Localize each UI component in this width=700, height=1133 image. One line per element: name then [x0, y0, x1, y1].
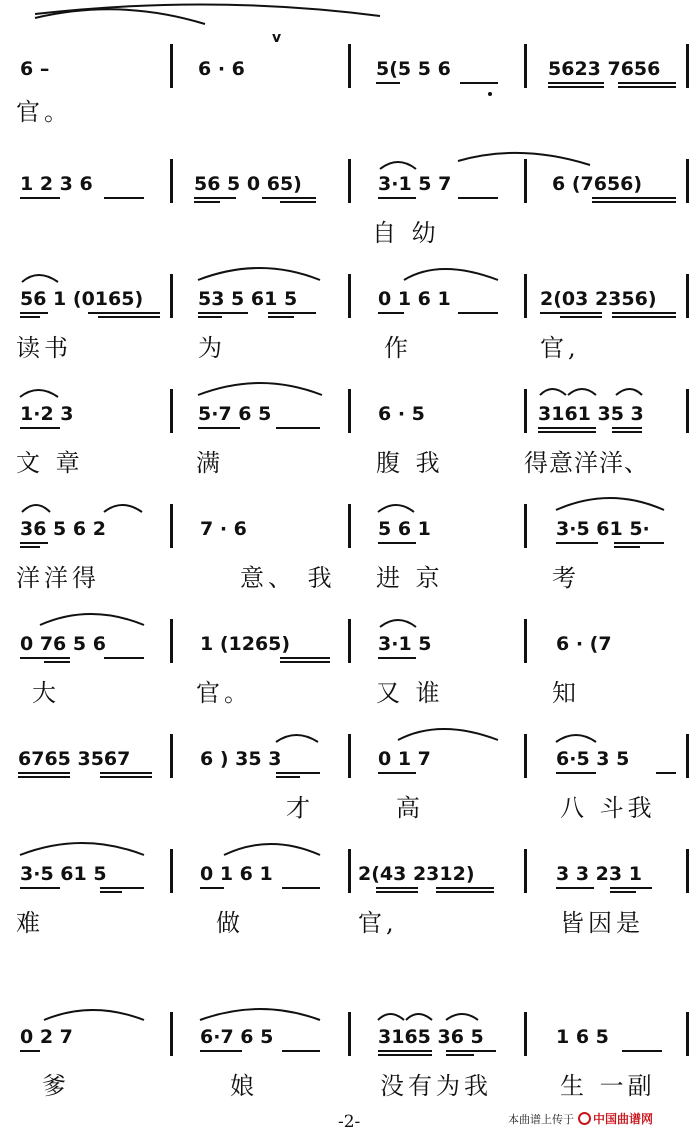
page-number: -2-	[338, 1112, 361, 1132]
measure-notes: 3·5 61 5	[20, 863, 107, 885]
measure-notes: 7 · 6	[200, 518, 247, 540]
measure-lyrics: 意、 我	[240, 564, 336, 592]
measure-notes: 6 · 5	[378, 403, 425, 425]
source-text: 本曲谱上传于	[508, 1112, 574, 1126]
slur-marks	[0, 815, 700, 905]
measure-lyrics: 大	[32, 679, 60, 707]
measure-notes: 6765 3567	[18, 748, 131, 770]
measure-notes: 1 2 3 6	[20, 173, 93, 195]
measure-lyrics: 官,	[540, 334, 580, 362]
measure-notes: 1·2 3	[20, 403, 74, 425]
measure-lyrics: 知	[552, 679, 580, 707]
staff-row	[0, 240, 700, 362]
staff-row	[0, 355, 700, 477]
slur-marks	[0, 125, 700, 215]
measure-lyrics: 八 斗我	[560, 794, 656, 822]
measure-notes: 3 3 23 1	[556, 863, 642, 885]
measure-lyrics: 又 谁	[376, 679, 444, 707]
measure-notes: 3165 36 5	[378, 1026, 484, 1048]
breath-mark: v	[272, 30, 282, 46]
measure-lyrics: 腹 我	[376, 449, 444, 477]
staff-row	[0, 470, 700, 592]
staff-row	[0, 585, 700, 707]
measure-lyrics: 作	[384, 334, 412, 362]
measure-lyrics: 官。	[196, 679, 252, 707]
measure-notes: 56 5 0 65)	[194, 173, 302, 195]
source-watermark	[508, 1110, 653, 1127]
measure-notes: 0 1 6 1	[200, 863, 273, 885]
measure-notes: 3·5 61 5·	[556, 518, 650, 540]
measure-notes: 5·7 6 5	[198, 403, 272, 425]
measure-notes: 2(43 2312)	[358, 863, 475, 885]
measure-notes: 3161 35 3	[538, 403, 644, 425]
slur-marks	[0, 585, 700, 675]
measure-notes: 1 (1265)	[200, 633, 291, 655]
measure-lyrics: 娘	[230, 1072, 258, 1100]
measure-lyrics: 为	[198, 334, 226, 362]
measure-notes: 5 6 1	[378, 518, 431, 540]
measure-notes: 6·7 6 5	[200, 1026, 274, 1048]
measure-lyrics: 生 一副	[560, 1072, 656, 1100]
staff-row	[0, 990, 700, 1105]
measure-notes: 3·1 5	[378, 633, 432, 655]
site-name: 中国曲谱网	[593, 1112, 654, 1126]
measure-lyrics: 难	[16, 909, 44, 937]
staff-row	[0, 700, 700, 822]
measure-notes: 3·1 5 7	[378, 173, 452, 195]
measure-notes: 1 6 5	[556, 1026, 609, 1048]
site-logo	[578, 1110, 653, 1127]
measure-notes: 6 (7656)	[552, 173, 643, 195]
measure-notes: 6 · 6	[198, 58, 245, 80]
slur-marks	[0, 355, 700, 445]
measure-lyrics: 洋洋得	[16, 564, 100, 592]
measure-lyrics: 爹	[42, 1072, 70, 1100]
measure-lyrics: 做	[216, 909, 244, 937]
measure-notes: 36 5 6 2	[20, 518, 106, 540]
measure-lyrics: 进 京	[376, 564, 444, 592]
measure-lyrics: 才	[286, 794, 314, 822]
measure-notes: 0 2 7	[20, 1026, 73, 1048]
measure-notes: 5623 7656	[548, 58, 661, 80]
measure-lyrics: 满	[196, 449, 224, 477]
measure-notes: 53 5 61 5	[198, 288, 298, 310]
measure-notes: 0 1 6 1	[378, 288, 451, 310]
measure-notes: 6 –	[20, 58, 50, 80]
measure-lyrics: 官。	[16, 98, 72, 126]
slur-marks	[0, 240, 700, 330]
measure-lyrics: 皆因是	[560, 909, 644, 937]
staff-row	[0, 10, 700, 125]
measure-notes: 0 1 7	[378, 748, 431, 770]
slur-marks	[0, 700, 700, 790]
measure-lyrics: 文 章	[16, 449, 84, 477]
slur-marks	[0, 990, 700, 1080]
measure-lyrics: 得意洋洋、	[524, 449, 649, 477]
measure-lyrics: 读书	[16, 334, 72, 362]
underline-marks	[0, 10, 700, 100]
measure-notes: 6 · (7	[556, 633, 612, 655]
measure-notes: 5(5 5 6	[376, 58, 451, 80]
measure-lyrics: 高	[396, 794, 424, 822]
measure-notes: 0 76 5 6	[20, 633, 106, 655]
measure-notes: 6·5 3 5	[556, 748, 630, 770]
measure-lyrics: 官,	[358, 909, 398, 937]
slur-marks	[0, 470, 700, 560]
measure-notes: 6 ) 35 3	[200, 748, 282, 770]
measure-lyrics: 自 幼	[372, 219, 440, 247]
staff-row	[0, 815, 700, 937]
measure-lyrics: 考	[552, 564, 580, 592]
measure-notes: 2(03 2356)	[540, 288, 657, 310]
measure-lyrics: 没有为我	[380, 1072, 492, 1100]
staff-row	[0, 125, 700, 247]
logo-icon	[578, 1112, 591, 1125]
measure-notes: 56 1 (0165)	[20, 288, 144, 310]
